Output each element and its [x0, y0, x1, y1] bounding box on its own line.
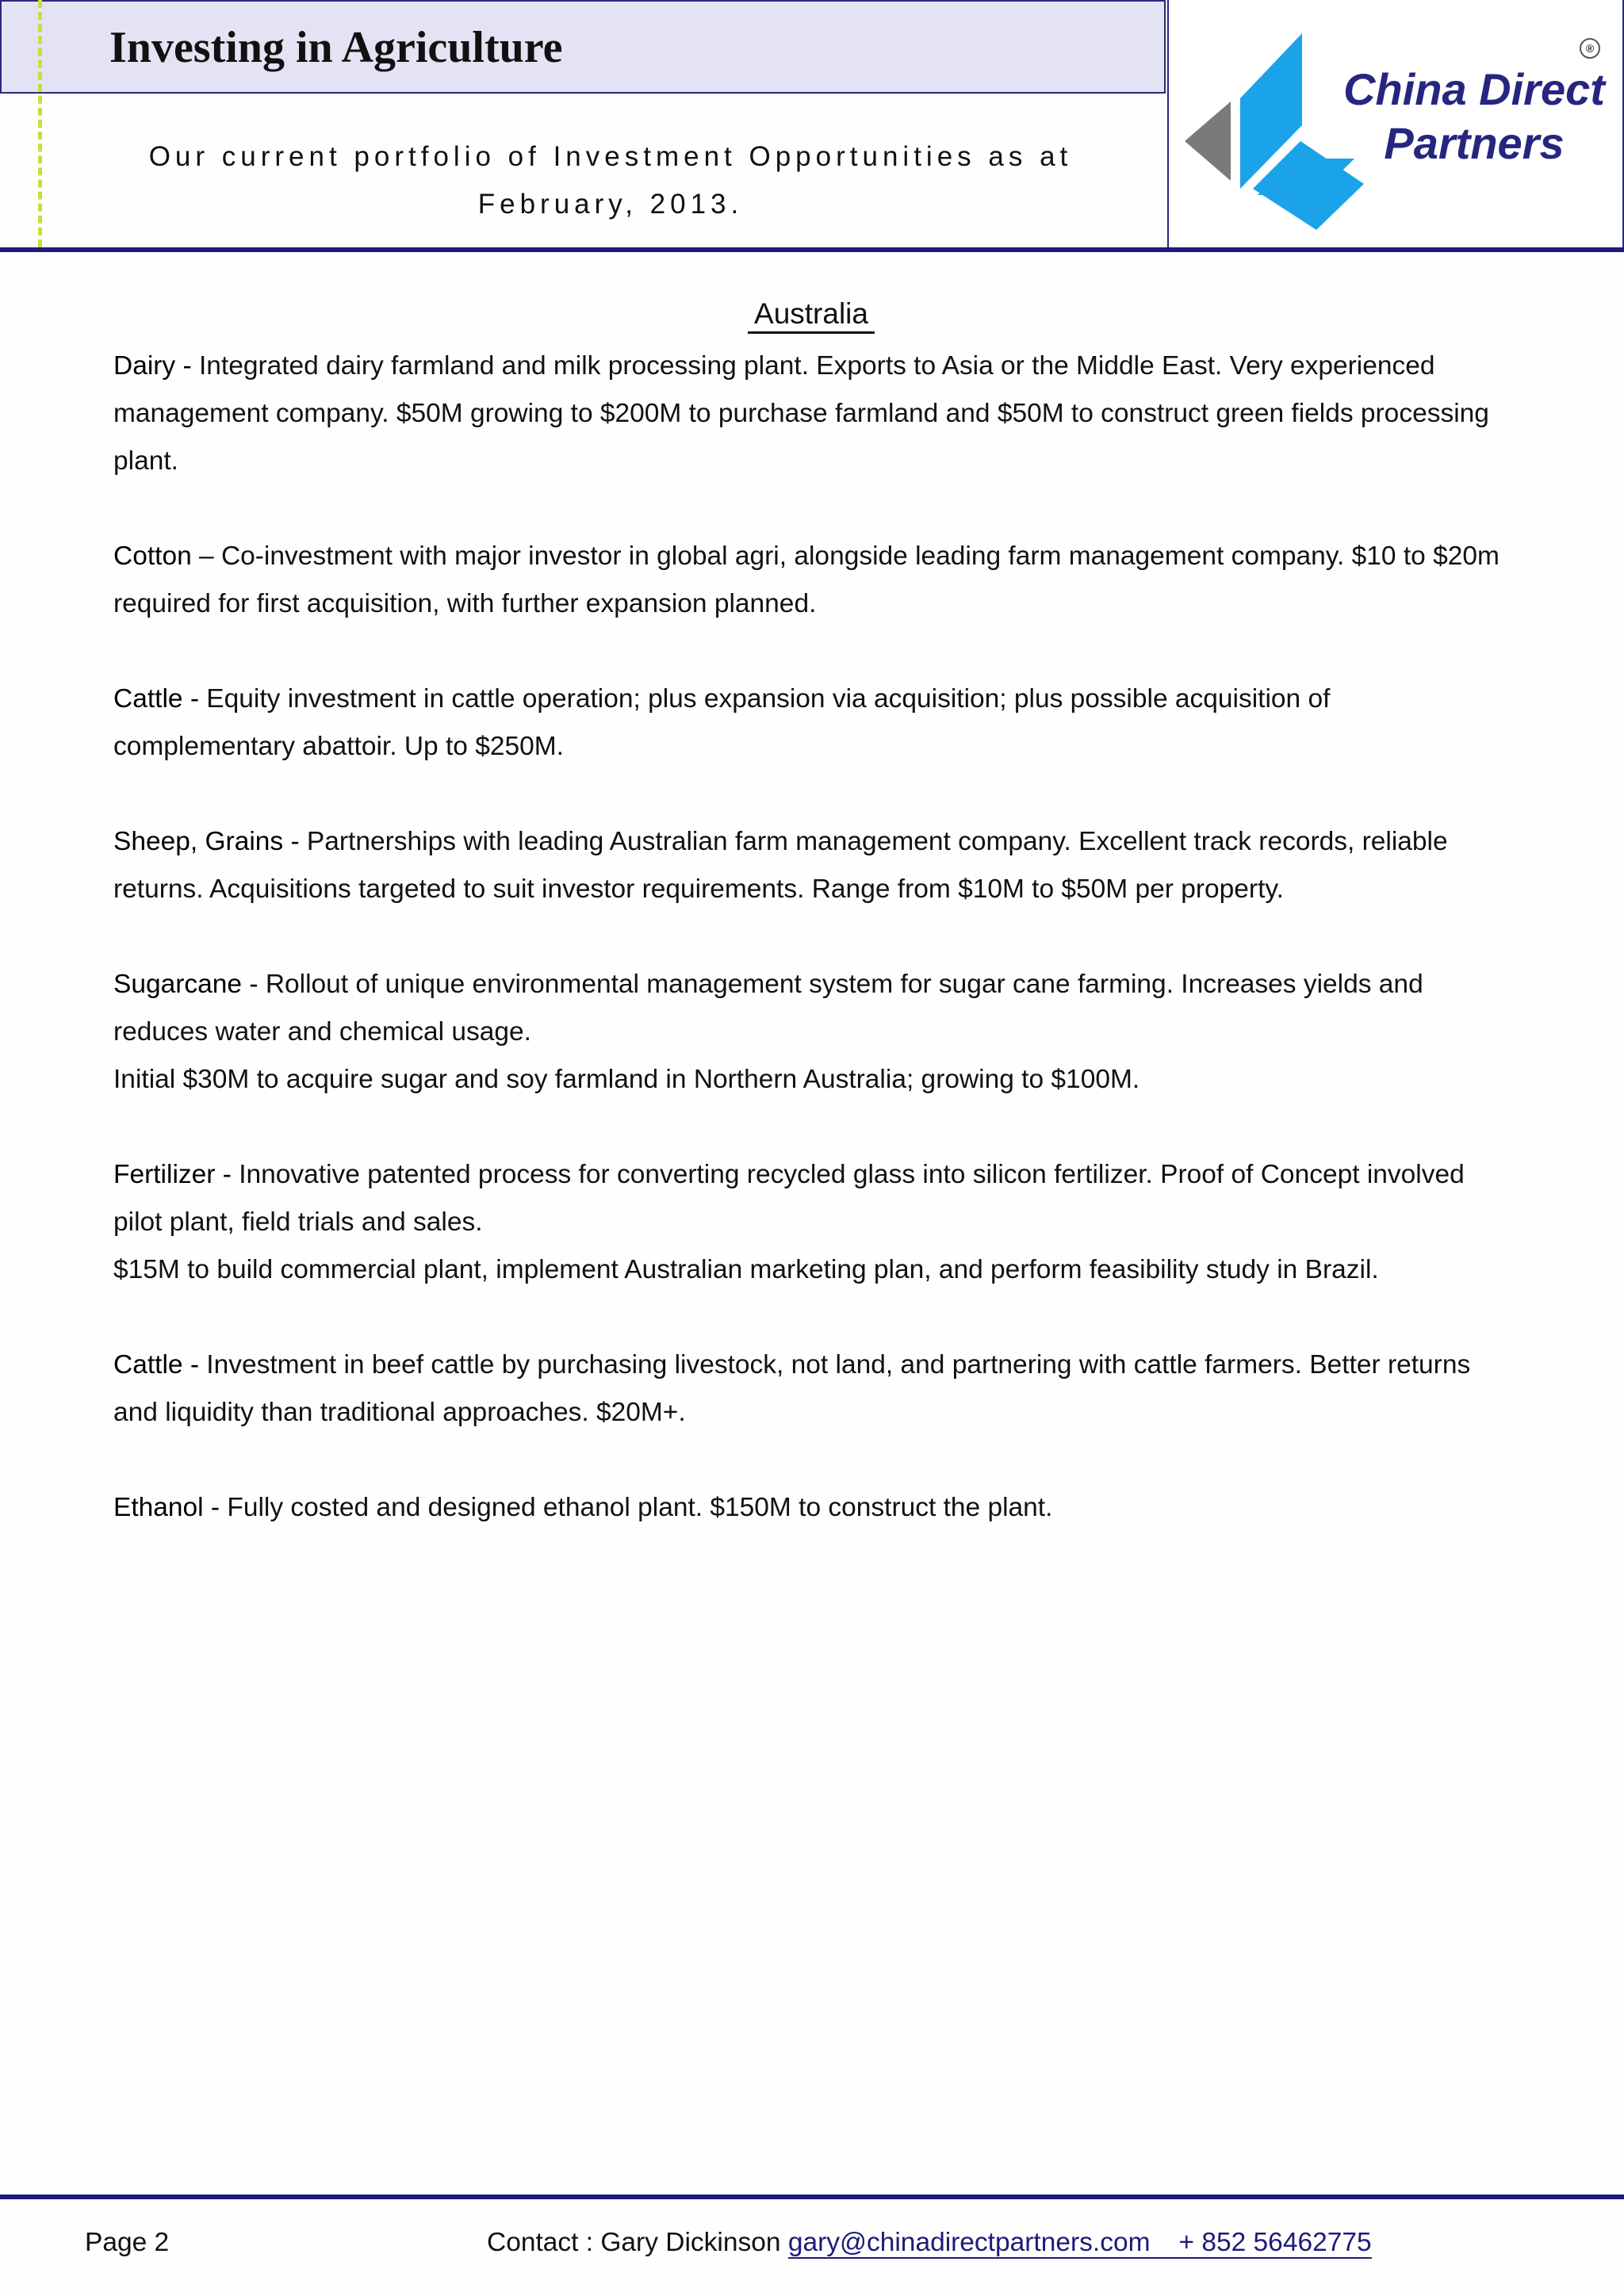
entry-description: [113, 961, 1509, 1056]
list-item: [113, 342, 1509, 485]
list-item: [113, 675, 1509, 771]
entry-term: Cattle -: [113, 1350, 207, 1380]
entry-description: [113, 533, 1509, 628]
page-title: Investing in Agriculture: [109, 23, 563, 72]
dashed-accent-line: [38, 0, 42, 247]
list-item: [113, 1484, 1509, 1532]
list-item: [113, 1341, 1509, 1437]
logo-text-line-1: China Direct: [1343, 64, 1605, 114]
opportunity-list: [113, 342, 1509, 1532]
entry-text: Equity investment in cattle operation; plus expansion via acquisition; plus possible acquisition of complementary abattoir. Up to $250M.: [113, 684, 1331, 761]
entry-description: [113, 675, 1509, 771]
email-link[interactable]: gary@chinadirectpartners.com + 852 56462775: [787, 2228, 1372, 2257]
entry-term: Sheep, Grains -: [113, 827, 307, 856]
entry-term: Cotton: [113, 541, 192, 571]
entry-description: [113, 818, 1509, 913]
title-banner: [0, 0, 1166, 94]
entry-text: Integrated dairy farmland and milk processing plant. Exports to Asia or the Middle East. Very experienced management company. $50M growing to $200M to purchase farmland and $50M to construct green fields processing plant.: [113, 351, 1489, 476]
entry-term: Cattle -: [113, 684, 207, 714]
phone-number: + 852 56462775: [1178, 2228, 1372, 2257]
entry-text: – Co-investment with major investor in global agri, alongside leading farm management company. $10 to $20m required for first acquisition, with further expansion planned.: [113, 541, 1500, 618]
entry-description: [113, 1484, 1509, 1532]
subtitle-line-1: Our current portfolio of Investment Opportunities as at: [148, 141, 1073, 172]
entry-text: Investment in beef cattle by purchasing livestock, not land, and partnering with cattle farmers. Better returns and liquidity than traditional approaches. $20M+.: [113, 1350, 1471, 1427]
entry-description: [113, 1151, 1509, 1246]
entry-term: Dairy -: [113, 351, 199, 381]
entry-term: Fertilizer -: [113, 1160, 239, 1189]
list-item: [113, 1151, 1509, 1294]
footer-divider: [0, 2195, 1624, 2199]
entry-extra-text: $15M to build commercial plant, implement Australian marketing plan, and perform feasibility study in Brazil.: [113, 1255, 1379, 1284]
page-subtitle: [111, 133, 1110, 228]
contact-label: Contact : Gary Dickinson: [487, 2228, 788, 2257]
entry-text: Rollout of unique environmental management system for sugar cane farming. Increases yields and reduces water and chemical usage.: [113, 970, 1423, 1047]
entry-extra-text: Initial $30M to acquire sugar and soy farmland in Northern Australia; growing to $100M.: [113, 1065, 1140, 1094]
company-logo: [1167, 0, 1624, 247]
list-item: [113, 533, 1509, 628]
entry-description: [113, 342, 1509, 485]
list-item: [113, 818, 1509, 913]
section-heading: Australia: [113, 285, 1509, 342]
contact-info: [487, 2228, 1372, 2258]
entry-term: Ethanol -: [113, 1493, 228, 1522]
page-header: [0, 0, 1624, 251]
page-number: Page 2: [85, 2228, 170, 2257]
entry-text: Fully costed and designed ethanol plant. $150M to construct the plant.: [227, 1493, 1053, 1522]
entry-text: Innovative patented process for converting recycled glass into silicon fertilizer. Proof of Concept involved pilot plant, field trials and sales.: [113, 1160, 1465, 1237]
header-divider: [0, 247, 1624, 252]
entry-term: Sugarcane -: [113, 970, 266, 999]
entry-description: [113, 1341, 1509, 1437]
page-footer: [0, 2220, 1624, 2283]
logo-text-line-2: Partners: [1384, 118, 1565, 168]
registered-mark-icon: ®: [1580, 38, 1600, 59]
list-item: [113, 961, 1509, 1104]
entry-text: Partnerships with leading Australian farm management company. Excellent track records, reliable returns. Acquisitions targeted to suit investor requirements. Range from $10M to $50M per property.: [113, 827, 1448, 904]
subtitle-line-2: February, 2013.: [477, 189, 744, 220]
main-content: [113, 285, 1509, 1579]
